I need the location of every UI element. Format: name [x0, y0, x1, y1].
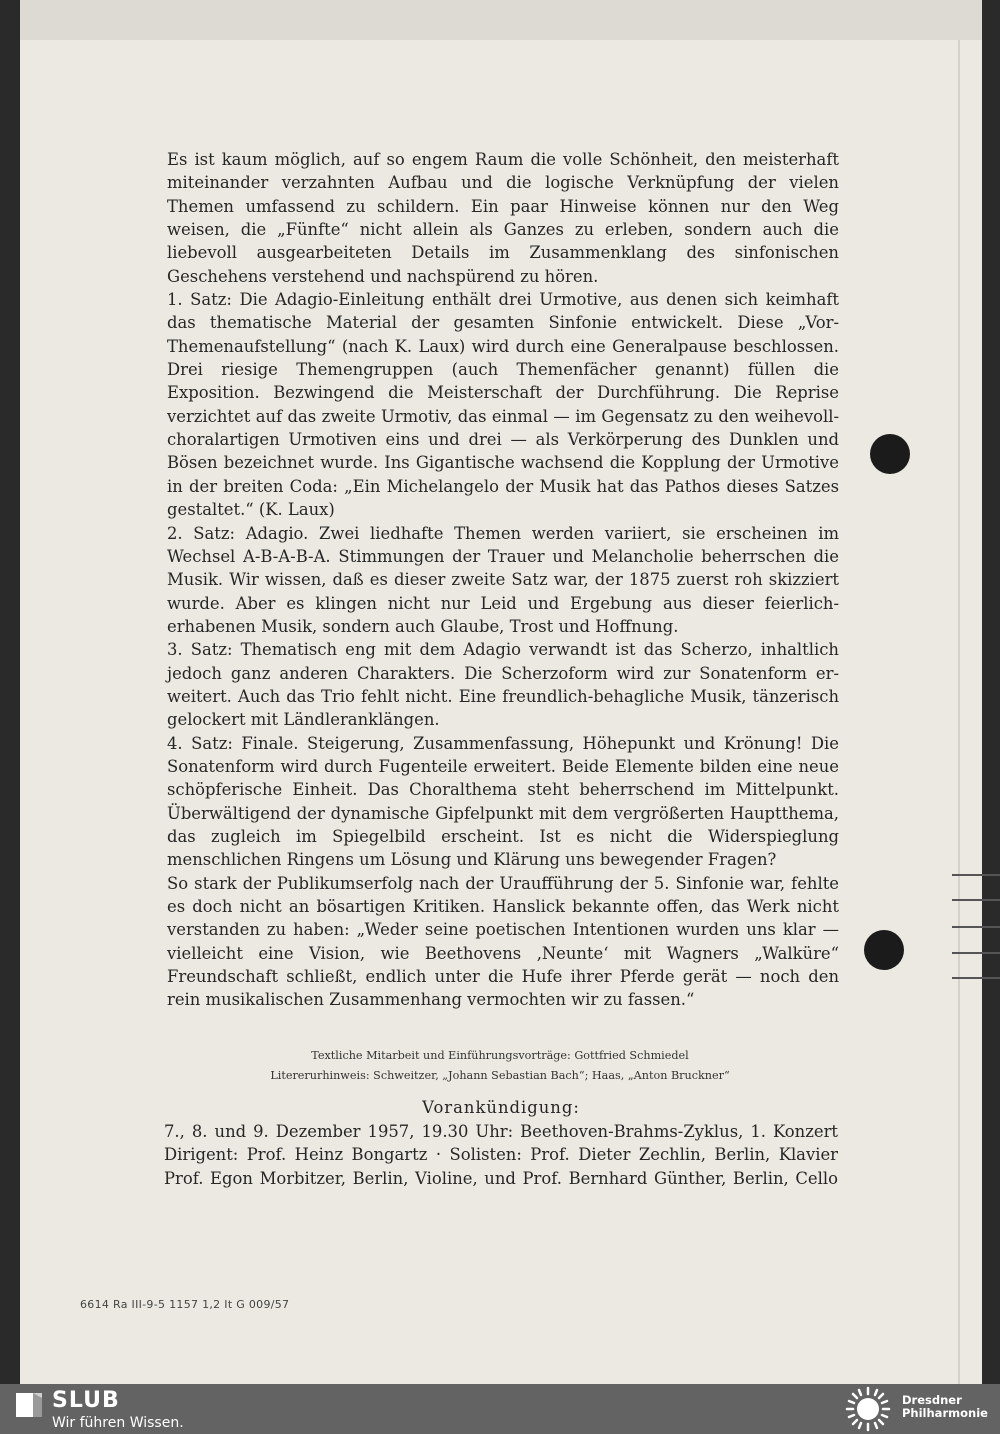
page-fold	[958, 40, 960, 1384]
announcement	[164, 1096, 838, 1190]
announcement-date-line: 7., 8. und 9. Dezember 1957, 19.30 Uhr: Beethoven-Brahms-Zyklus, 1. Konzert	[164, 1121, 838, 1141]
slub-name: SLUB	[52, 1388, 120, 1413]
punch-hole	[870, 434, 910, 474]
scan-border-left	[0, 0, 20, 1384]
paragraph-satz-3: 3. Satz: Thematisch eng mit dem Adagio verwandt ist das Scherzo, inhaltlich jedoch ganz anderen Charakters. Die Scherzoform wird zur Sonatenform erweitert. Auch das Trio fehlt nicht. Eine freundlich-behagliche Musik, tänzerisch gelockert mit Ländleranklängen.	[167, 640, 839, 730]
paragraph-satz-2: 2. Satz: Adagio. Zwei liedhafte Themen werden variiert, sie erscheinen im Wechsel A-B-A-B-A. Stimmungen der Trauer und Melancholie beherrschen die Musik. Wir wissen, daß es dieser zweite Satz war, der 1875 zuerst roh skizziert wurde. Aber es klingen nicht nur Leid und Ergebung aus dieser feierlich-erhabenen Musik, sondern auch Glaube, Trost und Hoffnung.	[167, 523, 839, 636]
body-text	[167, 148, 839, 1012]
scan-border-right	[982, 0, 1000, 1384]
philharmonie-name-line2: Philharmonie	[902, 1406, 988, 1420]
literature-line: Litererurhinweis: Schweitzer, „Johann Sebastian Bach“; Haas, „Anton Bruckner“	[270, 1069, 730, 1082]
edge-mark	[952, 874, 1000, 876]
footer-bar	[0, 1384, 1000, 1434]
announcement-soloists-line: Prof. Egon Morbitzer, Berlin, Violine, und Prof. Bernhard Günther, Berlin, Cello	[164, 1168, 838, 1188]
philharmonie-name-line1: Dresdner	[902, 1393, 962, 1407]
edge-mark	[952, 899, 1000, 901]
credits	[140, 1046, 860, 1086]
announcement-conductor-line: Dirigent: Prof. Heinz Bongartz · Solisten: Prof. Dieter Zechlin, Berlin, Klavier	[164, 1145, 838, 1164]
print-code: 6614 Ra III-9-5 1157 1,2 It G 009/57	[80, 1298, 290, 1311]
slub-tagline: Wir führen Wissen.	[52, 1415, 184, 1431]
paragraph-satz-1: 1. Satz: Die Adagio-Einleitung enthält drei Urmotive, aus denen sich keimhaft das thematische Material der gesamten Sinfonie entwickelt. Diese „Vor-Themenaufstellung“ (nach K. Laux) wird durch eine Generalpause beschlossen. Drei riesige Themengruppen (auch Themenfächer genannt) füllen die Exposition. Bezwingend die Meisterschaft der Durchführung. Die Reprise verzichtet auf das zweite Urmotiv, das einmal — im Gegensatz zu den weihevoll-choralartigen Urmotiven eins und drei — als Verkörperung des Dunklen und Bösen bezeichnet wurde. Ins Gigantische wachsend die Kopplung der Urmotive in der breiten Coda: „Ein Michelangelo der Musik hat das Pathos dieses Satzes gestaltet.“ (K. Laux)	[167, 290, 839, 520]
announcement-title: Vorankündigung:	[422, 1098, 580, 1117]
philharmonie-logo-icon	[842, 1386, 894, 1432]
paragraph-satz-4: 4. Satz: Finale. Steigerung, Zusammenfassung, Höhepunkt und Krönung! Die Sonatenform wird durch Fugenteile erweitert. Beide Elemente bilden eine neue schöpferische Einheit. Das Choralthema steht beherrschend im Mittelpunkt. Überwältigend der dynamische Gipfelpunkt mit dem vergrößerten Hauptthema, das zugleich im Spiegelbild erscheint. Ist es nicht die Widerspieglung menschlichen Ringens um Lösung und Klärung uns bewegender Fragen?	[167, 733, 839, 870]
paragraph-intro: Es ist kaum möglich, auf so engem Raum die volle Schönheit, den meisterhaft miteinander verzahnten Aufbau und die logische Verknüpfung der vielen Themen umfassend zu schildern. Ein paar Hinweise können nur den Weg weisen, die „Fünfte“ nicht allein als Ganzes zu erleben, sondern auch die liebevoll ausgearbeiteten Details im Zusammenklang des sinfonischen Geschehens verstehend und nachspürend zu hören.	[167, 150, 839, 286]
edge-mark	[952, 977, 1000, 979]
edge-mark	[952, 952, 1000, 954]
paragraph-critique: So stark der Publikumserfolg nach der Uraufführung der 5. Sinfonie war, fehlte es doch nicht an bösartigen Kritiken. Hanslick bekannte offen, das Werk nicht verstanden zu haben: „Weder seine poetischen Intentionen wurden uns klar — vielleicht eine Vision, wie Beethovens ‚Neunte‘ mit Wagners „Walküre“ Freundschaft schließt, endlich unter die Hufe ihrer Pferde gerät — noch den rein musikalischen Zusammenhang vermochten wir zu fassen.“	[167, 873, 839, 1010]
punch-hole	[864, 930, 904, 970]
slub-logo-icon	[14, 1390, 44, 1420]
philharmonie-name	[902, 1394, 988, 1420]
credits-line: Textliche Mitarbeit und Einführungsvorträge: Gottfried Schmiedel	[311, 1049, 689, 1062]
edge-mark	[952, 926, 1000, 928]
